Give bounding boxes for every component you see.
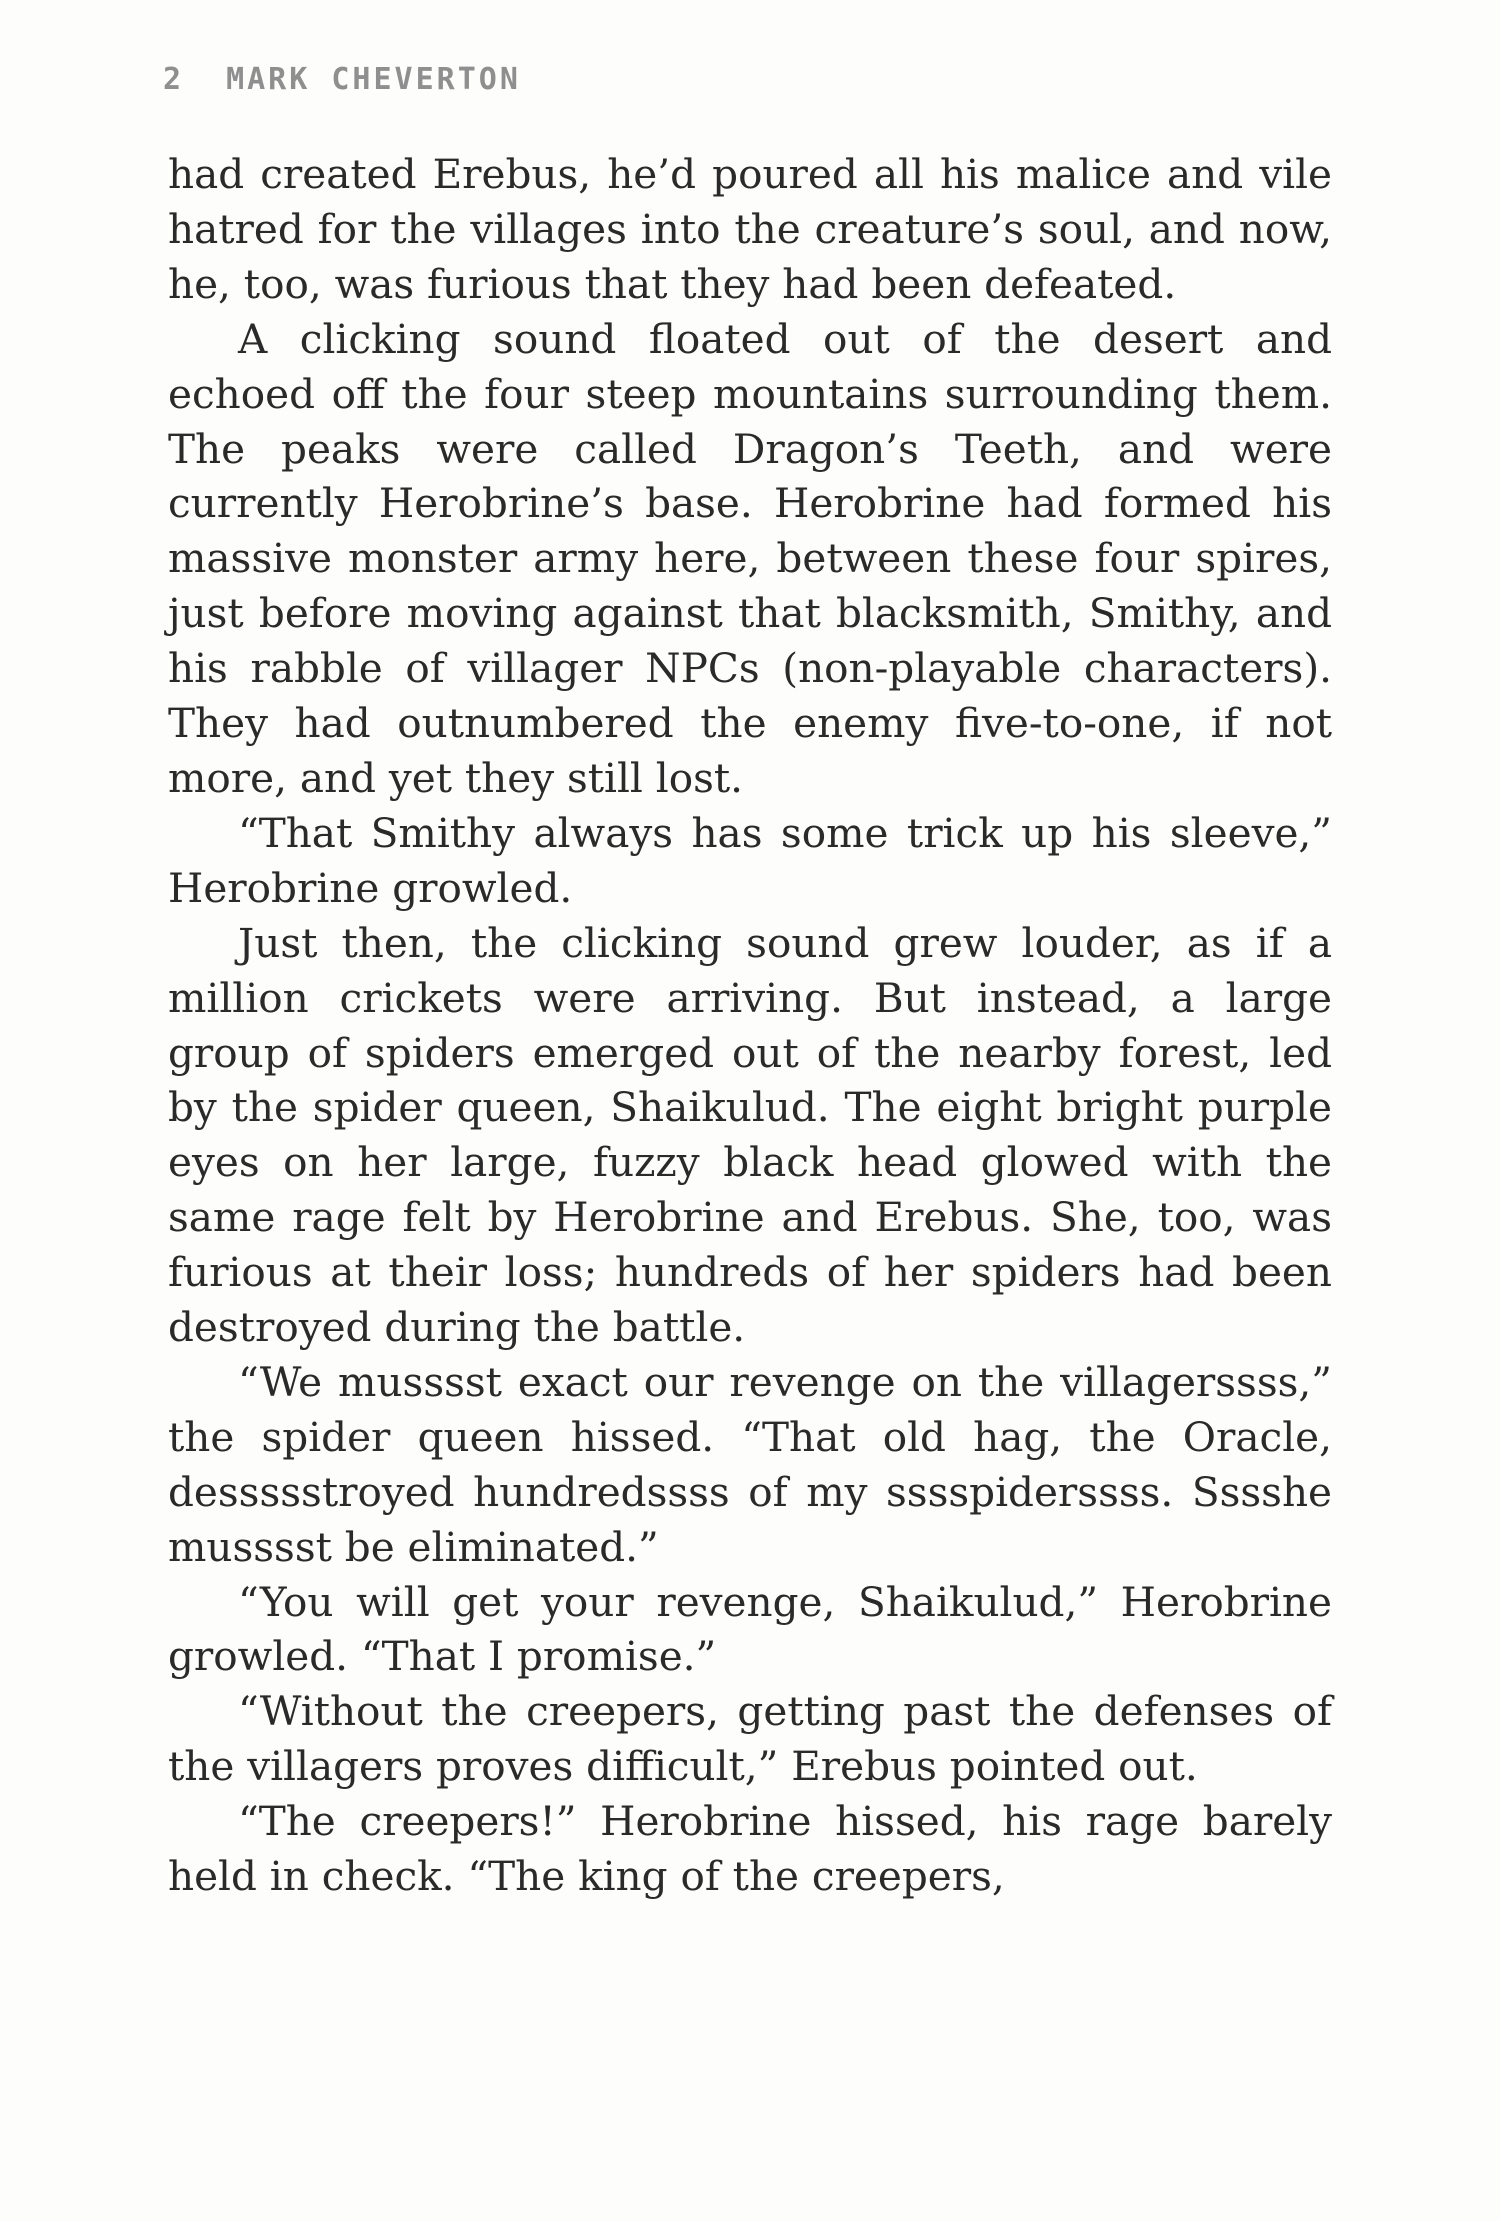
body-text bbox=[168, 147, 1332, 1904]
paragraph-7: “Without the creepers, getting past the defenses of the villagers proves difficult,” Erebus pointed out. bbox=[168, 1687, 1332, 1791]
paragraph-5: “We musssst exact our revenge on the villagerssss,” the spider queen hissed. “That old hag, the Oracle, dessssstroyed hundredssss of my sssspiderssss. Sssshe musssst be eliminated.” bbox=[168, 1357, 1332, 1571]
page-number: 2 bbox=[163, 62, 185, 97]
paragraph-1: had created Erebus, he’d poured all his malice and vile hatred for the villages into the creature’s soul, and now, he, too, was furious that they had been defeated. bbox=[168, 150, 1332, 308]
paragraph-2: A clicking sound floated out of the desert and echoed off the four steep mountains surrounding them. The peaks were called Dragon’s Teeth, and were currently Herobrine’s base. Herobrine had formed his massive monster army here, between these four spires, just before moving against that blacksmith, Smithy, and his rabble of villager NPCs (non-playable characters). They had outnumbered the enemy five-to-one, if not more, and yet they still lost. bbox=[168, 314, 1332, 802]
paragraph-8: “The creepers!” Herobrine hissed, his rage barely held in check. “The king of the creepers, bbox=[168, 1797, 1332, 1901]
paragraph-4: Just then, the clicking sound grew louder, as if a million crickets were arriving. But instead, a large group of spiders emerged out of the nearby forest, led by the spider queen, Shaikulud. The eight bright purple eyes on her large, fuzzy black head glowed with the same rage felt by Herobrine and Erebus. She, too, was furious at their loss; hundreds of her spiders had been destroyed during the battle. bbox=[168, 918, 1332, 1352]
paragraph-3: “That Smithy always has some trick up his sleeve,” Herobrine growled. bbox=[168, 808, 1332, 912]
author-name: MARK CHEVERTON bbox=[226, 62, 521, 97]
paragraph-6: “You will get your revenge, Shaikulud,” Herobrine growled. “That I promise.” bbox=[168, 1577, 1332, 1681]
running-head bbox=[163, 62, 521, 97]
